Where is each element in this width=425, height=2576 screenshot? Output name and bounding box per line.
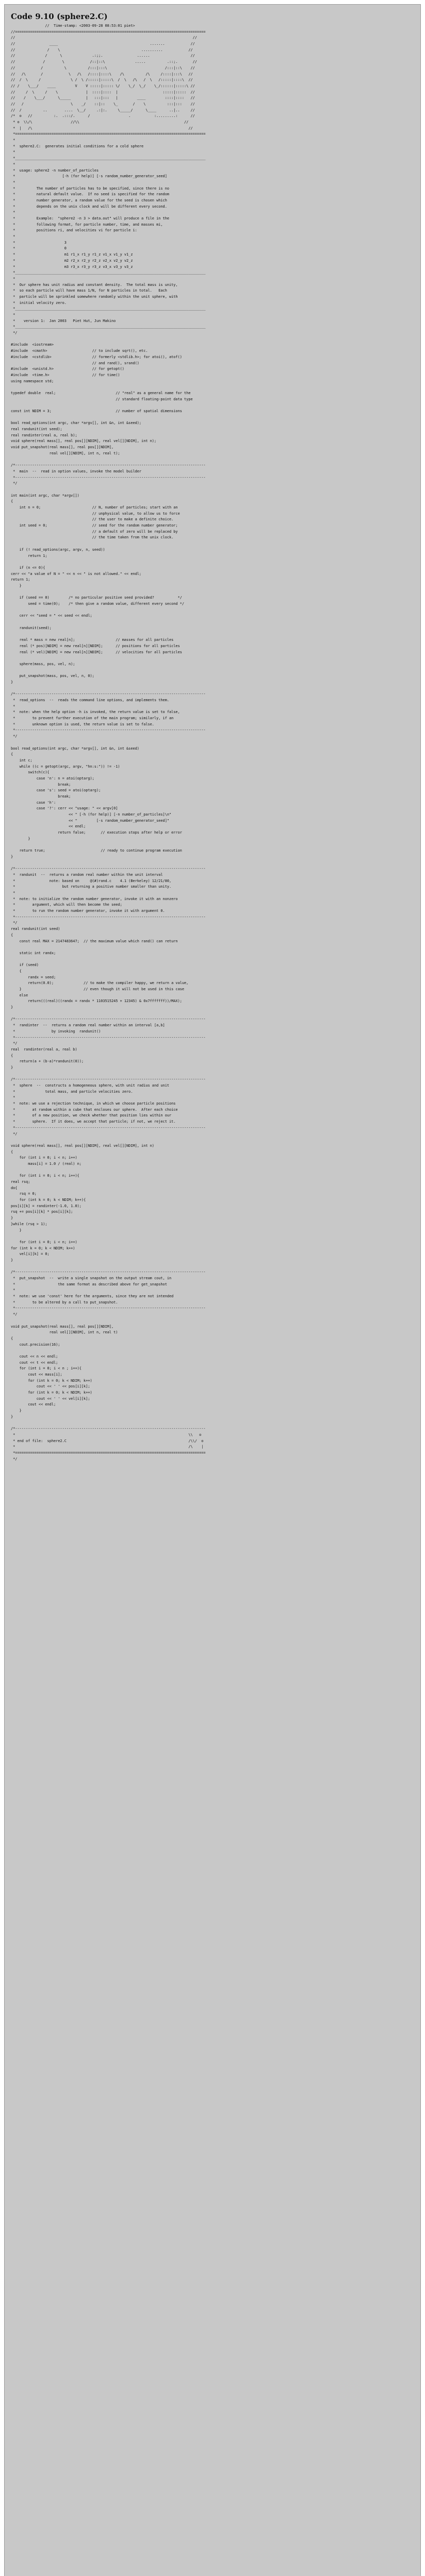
- code-line: mass[i] = 1.0 / (real) n;: [11, 1161, 81, 1166]
- code-line: // / \ .......... //: [11, 47, 193, 52]
- code-line: [11, 1137, 420, 1143]
- code-line: * the same format as described above for get_snapshot: [11, 1282, 167, 1286]
- code-line: #include <iostream>: [11, 343, 54, 347]
- code-line: {: [11, 1149, 13, 1154]
- code-line: * unknown option is used, the return value is set to false.: [11, 722, 154, 726]
- code-line: for (int i = 0; i < n; i++){: [11, 1174, 79, 1178]
- code-line: return(a + (b-a)*randunit(0));: [11, 1059, 84, 1064]
- code-line: *-----------------------------------------------------------------------------------------: [11, 728, 206, 733]
- code-line: [11, 842, 420, 849]
- code-line: [11, 944, 420, 951]
- code-line: */: [11, 1456, 18, 1461]
- code-line: *: [11, 138, 15, 143]
- code-line: [11, 384, 420, 391]
- code-line: [11, 655, 420, 662]
- code-line: *_________________________________________________________________________________________: [11, 307, 206, 311]
- code-line: randx = seed;: [11, 975, 56, 979]
- code-line: *: [11, 180, 15, 184]
- code-line: rsq = 0;: [11, 1192, 37, 1196]
- code-line: * The number of particles has to be specified, since there is no: [11, 186, 169, 191]
- code-line: cout << t << endl;: [11, 1360, 58, 1365]
- code-line: cout << ' ' << pos[i][k];: [11, 1384, 90, 1389]
- code-line: [11, 1071, 420, 1077]
- code-line: pos[i][k] = randinter(-1.0, 1.0);: [11, 1204, 81, 1208]
- code-line: for (int k = 0; k < NDIM; k++): [11, 1246, 75, 1250]
- code-line: * [-h (for help)] [-s random_number_generator_seed]: [11, 174, 167, 179]
- code-line: }: [11, 680, 13, 684]
- code-line: [11, 1420, 420, 1427]
- code-line: * \\ o: [11, 1432, 202, 1437]
- code-line: /*-----------------------------------------------------------------------------------------: [11, 867, 206, 871]
- code-line: [11, 860, 420, 867]
- code-line: {: [11, 1053, 13, 1058]
- code-line: // Time-stamp: <2003-09-28 08:53:01 piet>: [11, 24, 135, 28]
- code-line: case 'h':: [11, 800, 56, 805]
- code-line: [11, 402, 420, 409]
- code-line: * positions ri, and velocities vi for particle i:: [11, 228, 137, 233]
- code-line: * to prevent further execution of the main program; similarly, if an: [11, 716, 174, 721]
- code-line: cerr << "a value of N = " << n << " is not allowed." << endl;: [11, 571, 142, 576]
- code-line: {: [11, 933, 13, 937]
- code-line: }: [11, 836, 30, 841]
- code-line: * sphere -- constructs a homogeneous sphere, with unit radius and unit: [11, 1083, 169, 1088]
- code-line: switch(c){: [11, 770, 50, 775]
- code-line: #include <cmath> // to include sqrt(), etc.: [11, 349, 148, 353]
- code-line: case '?': cerr << "usage: " << argv[0]: [11, 806, 118, 811]
- code-line: if (! read_options(argc, argv, n, seed)): [11, 547, 105, 552]
- code-line: */: [11, 1131, 18, 1136]
- code-line: const real MAX = 2147483647; // the maximum value which rand() can return: [11, 939, 178, 943]
- code-line: cout << n << endl;: [11, 1354, 58, 1359]
- code-line: bool read_options(int argc, char *argv[], int &n, int &seed);: [11, 421, 142, 426]
- code-line: const int NDIM = 3; // number of spatial dimensions: [11, 409, 182, 413]
- code-line: * note: we use 'const' here for the arguments, since they are not intended: [11, 1294, 174, 1299]
- code-line: // / \ /::|::\ ..... .::;. //: [11, 60, 197, 64]
- code-line: cout.precision(16);: [11, 1342, 60, 1347]
- code-line: put_snapshot(mass, pos, vel, n, 0);: [11, 674, 94, 679]
- code-line: real (* vel)[NDIM] = new real[n][NDIM]; // velocities for all particles: [11, 650, 182, 654]
- code-line: << endl;: [11, 824, 86, 829]
- code-line: * to run the random number generator, invoke it with argument 0.: [11, 909, 165, 913]
- code-line: static int randx;: [11, 951, 56, 955]
- code-line: *: [11, 891, 15, 895]
- code-line: /*-----------------------------------------------------------------------------------------: [11, 1427, 206, 1431]
- code-line: * natural default value. If no seed is specified for the random: [11, 192, 169, 197]
- code-line: real (* pos)[NDIM] = new real[n][NDIM]; // positions for all particles: [11, 643, 180, 648]
- code-line: /*-----------------------------------------------------------------------------------------: [11, 1270, 206, 1275]
- code-line: [11, 631, 420, 637]
- code-line: return(((real)((randx = randx * 1103515245 + 12345) & 0x7fffffff))/MAX);: [11, 999, 182, 1004]
- code-line: [11, 336, 420, 343]
- code-line: #include <cstdlib> // formerly <stdlib.h>; for atoi(), atof(): [11, 354, 182, 359]
- code-line: * 3: [11, 240, 67, 245]
- code-line: for (int i = 0; i < n; i++): [11, 1240, 77, 1244]
- code-line: * put_snapshot -- write a single snapshot on the output stream cout, in: [11, 1276, 172, 1280]
- code-line: for (int i = 0; i < n ; i++){: [11, 1366, 81, 1371]
- code-line: cout << ' ' << vel[i][k];: [11, 1396, 90, 1401]
- code-line: *: [11, 1095, 15, 1100]
- code-line: * argument, which will then become the seed;: [11, 903, 122, 907]
- code-line: * note: we use a rejection technique, in which we choose particle positions: [11, 1101, 176, 1106]
- code-line: * Example: "sphere2 -n 3 > data.out" will produce a file in the: [11, 216, 169, 221]
- code-line: real randinter(real a, real b): [11, 1047, 77, 1052]
- code-line: randunit(seed);: [11, 625, 52, 630]
- code-line: */: [11, 331, 18, 335]
- code-line: for (int k = 0; k < NDIM; k++){: [11, 1198, 86, 1202]
- code-line: #include <unistd.h> // for getopt(): [11, 367, 124, 371]
- code-line: * Our sphere has unit radius and constant density. The total mass is unity,: [11, 282, 178, 287]
- code-line: for (int i = 0; i < n; i++): [11, 1156, 77, 1160]
- code-line: [11, 457, 420, 463]
- code-line: *_________________________________________________________________________________________: [11, 325, 206, 329]
- code-line: * m1 r1_x r1_y r1_z v1_x v1_y v1_z: [11, 252, 133, 257]
- code-line: /*-----------------------------------------------------------------------------------------: [11, 1017, 206, 1022]
- code-line: bool read_options(int argc, char *argv[], int &n, int &seed): [11, 746, 139, 751]
- code-line: case 's': seed = atoi(optarg);: [11, 788, 101, 793]
- code-line: #include <time.h> // for time(): [11, 372, 120, 377]
- code-line: * initial velocity zero.: [11, 300, 67, 305]
- code-line: }: [11, 1258, 13, 1262]
- code-line: *: [11, 150, 15, 155]
- code-line: [11, 541, 420, 547]
- code-line: return 1;: [11, 553, 47, 558]
- code-line: // / \___/ \_____ | :::|::: | ____ ::::|:::: //: [11, 96, 195, 100]
- code-line: } // even though it will not be used in this case: [11, 987, 185, 991]
- code-line: if (seed == 0) /* no particular positive seed provided? */: [11, 596, 182, 600]
- code-line: * sphere. If it does, we accept that particle; if not, we reject it.: [11, 1120, 176, 1124]
- code-line: * depends on the unix clock and will be different every second.: [11, 204, 167, 209]
- code-line: if (seed): [11, 963, 39, 968]
- code-line: // standard floating-point data type: [11, 397, 193, 401]
- code-line: // and rand(), srand(): [11, 361, 139, 365]
- code-line: */: [11, 1312, 18, 1317]
- code-line: break;: [11, 794, 71, 799]
- code-line: *-----------------------------------------------------------------------------------------: [11, 914, 206, 919]
- code-line: [11, 559, 420, 565]
- code-line: * note: to initialize the random number generator, invoke it with an nonzero: [11, 896, 178, 901]
- code-line: }: [11, 1065, 13, 1070]
- code-line: *: [11, 234, 15, 239]
- code-line: *: [11, 210, 15, 215]
- code-line: real * mass = new real[n]; // masses for all particles: [11, 638, 174, 642]
- code-line: */: [11, 921, 18, 925]
- code-line: /* o // :. .:::/. / . :.........: //: [11, 114, 195, 118]
- code-line: // / \ /:::|:::\ /:::|::\ //: [11, 65, 195, 70]
- code-line: [11, 1167, 420, 1174]
- code-line: // / \ / \ / \ /:::::|:::::\ / \ /\ / \ /:::::|::::\ //: [11, 78, 193, 82]
- code-line: * read_options -- reads the command line options, and implements them.: [11, 698, 169, 702]
- code-line: //=========================================================================================: [11, 29, 206, 34]
- code-line: do{: [11, 1185, 18, 1190]
- code-line: * randinter -- returns a random real number within an interval [a,b]: [11, 1023, 165, 1028]
- code-line: *=========================================================================================: [11, 132, 206, 137]
- code-line: *: [11, 276, 15, 281]
- code-line: while ((c = getopt(argc, argv, "hn:s:")) != -1): [11, 764, 120, 769]
- code-line: cout << endl;: [11, 1402, 56, 1407]
- code-line: * following format, for particle number, time, and masses mi,: [11, 222, 163, 227]
- code-line: * /\ |: [11, 1445, 204, 1449]
- code-line: *: [11, 162, 15, 166]
- code-line: for (int k = 0; k < NDIM; k++): [11, 1378, 92, 1383]
- code-line: cerr << "seed = " << seed << endl;: [11, 614, 92, 618]
- code-line: if (n <= 0){: [11, 565, 45, 570]
- code-title: Code 9.10 (sphere2.C): [11, 12, 108, 21]
- code-line: // unphysical value, to allow us to force: [11, 511, 180, 516]
- code-line: // the user to make a definite choice.: [11, 517, 174, 522]
- code-line: real rsq;: [11, 1180, 30, 1184]
- code-line: *-----------------------------------------------------------------------------------------: [11, 1306, 206, 1311]
- code-line: *-----------------------------------------------------------------------------------------: [11, 475, 206, 480]
- code-line: [11, 1264, 420, 1270]
- code-line: * by invoking randunit(): [11, 1029, 101, 1033]
- code-line: [11, 686, 420, 692]
- code-line: return(0.0); // to make the compiler happy, we return a value,: [11, 981, 189, 986]
- code-line: typedef double real; // "real" as a general name for the: [11, 391, 191, 395]
- code-line: * 0: [11, 246, 67, 251]
- code-line: // / \ / \ | ::::|:::: | :::::|::::: //: [11, 90, 195, 94]
- code-line: * note: based on @(#)rand.c 4.1 (Berkeley) 12/21/80,: [11, 878, 172, 883]
- code-line: */: [11, 481, 18, 486]
- code-line: [11, 668, 420, 674]
- code-line: return false; // execution stops after help or error: [11, 831, 182, 835]
- code-line: // / \ .:;;. ...... //: [11, 54, 195, 58]
- code-line: seed = time(0); /* then give a random value, different every second */: [11, 602, 185, 606]
- code-line: */: [11, 734, 18, 739]
- code-line: [11, 1011, 420, 1017]
- code-line: else: [11, 993, 28, 997]
- code-line: // ____ ....... //: [11, 42, 195, 46]
- code-line: [11, 1348, 420, 1354]
- code-line: * particle will be sprinkled somewhere randomly within the unit sphere, with: [11, 294, 178, 299]
- code-line: * randunit -- returns a random real number within the unit interval: [11, 872, 163, 877]
- code-line: *_________________________________________________________________________________________: [11, 270, 206, 275]
- code-line: [11, 589, 420, 596]
- code-line: *: [11, 1288, 15, 1293]
- code-line: sphere(mass, pos, vel, n);: [11, 662, 75, 666]
- code-line: /*-----------------------------------------------------------------------------------------: [11, 463, 206, 468]
- code-line: */: [11, 1041, 18, 1046]
- code-line: void put_snapshot(real mass[], real pos[][NDIM],: [11, 445, 114, 450]
- code-line: {: [11, 752, 13, 757]
- code-line: real randunit(int seed): [11, 927, 60, 931]
- code-line: rsq += pos[i][k] * pos[i][k];: [11, 1210, 73, 1214]
- code-line: }: [11, 1414, 13, 1419]
- code-line: int n = 0; // N, number of particles; start with an: [11, 505, 178, 510]
- code-line: {: [11, 499, 13, 504]
- code-line: /*-----------------------------------------------------------------------------------------: [11, 1077, 206, 1082]
- code-line: [11, 1318, 420, 1324]
- code-line: [11, 957, 420, 963]
- code-line: // a default of zero will be replaced by: [11, 529, 178, 534]
- code-line: * but returning a positive number smaller than unity.: [11, 885, 172, 889]
- code-line: vel[i][k] = 0;: [11, 1252, 50, 1257]
- code-line: *-----------------------------------------------------------------------------------------: [11, 1035, 206, 1040]
- code-line: * at random within a cube that encloses our sphere. After each choice: [11, 1107, 178, 1112]
- code-line: return 1;: [11, 578, 30, 582]
- code-line: *: [11, 313, 15, 317]
- code-line: }while (rsq > 1);: [11, 1222, 47, 1226]
- code-line: // /\ / \ /\ /::::|::::\ /\ /\ /::::|:::\ //: [11, 72, 193, 76]
- code-line: }: [11, 583, 22, 588]
- code-line: }: [11, 1228, 22, 1232]
- code-line: break;: [11, 782, 71, 787]
- code-line: [11, 619, 420, 625]
- code-line: real randunit(int seed);: [11, 427, 62, 432]
- code-line: * m3 r3_x r3_y r3_z v3_x v3_y v3_z: [11, 264, 133, 269]
- code-line: * number generator, a random value for the seed is chosen which: [11, 198, 167, 202]
- code-line: }: [11, 1216, 13, 1221]
- code-line: // / .. .... \__/ .:|:. \_____/ \____ ..|.. //: [11, 108, 195, 112]
- code-line: // / \___/ ____ V V :::::|::::: \/ \_/ \_/ \_/::::::|:::::\ //: [11, 83, 195, 88]
- code-line: [11, 740, 420, 746]
- code-line: int c;: [11, 758, 32, 762]
- code-line: real vel[][NDIM], int n, real t);: [11, 451, 120, 455]
- code-line: *=========================================================================================: [11, 1450, 206, 1455]
- code-line: * of a new position, we check whether that position lies within our: [11, 1113, 172, 1118]
- code-line: using namespace std;: [11, 379, 54, 383]
- code-line: * end of file: sphere2.C /\\/ o: [11, 1438, 204, 1443]
- code-line: return true; // ready to continue program execution: [11, 849, 182, 853]
- code-line: }: [11, 1409, 22, 1413]
- code-listing: [11, 23, 420, 1462]
- code-line: void put_snapshot(real mass[], real pos[][NDIM],: [11, 1324, 114, 1329]
- code-line: << " [-s random_number_generator_seed]": [11, 818, 169, 823]
- code-line: * so each particle will have mass 1/N, for N particles in total. Each: [11, 289, 167, 293]
- code-line: real randinter(real a, real b);: [11, 433, 77, 437]
- code-line: * m2 r2_x r2_y r2_z v2_x v2_y v2_z: [11, 258, 133, 263]
- code-line: * note: when the help option -h is invoked, the return value is set to false,: [11, 710, 180, 715]
- code-line: *: [11, 704, 15, 708]
- code-line: * main -- read in option values, invoke the model builder: [11, 469, 142, 473]
- code-line: * o \\/\ //\\ //: [11, 120, 189, 124]
- code-line: [11, 415, 420, 421]
- code-line: real vel[][NDIM], int n, real t): [11, 1330, 118, 1335]
- code-line: // the time taken from the unix clock.: [11, 535, 174, 540]
- code-line: void sphere(real mass[], real pos[][NDIM], real vel[][NDIM], int n);: [11, 439, 157, 444]
- code-line: [11, 487, 420, 493]
- code-line: {: [11, 1336, 13, 1341]
- code-line: cout << mass[i];: [11, 1372, 62, 1377]
- code-line: * to be altered by a call to put_snapshot.: [11, 1300, 118, 1304]
- code-line: << " [-h (for help)] [-n number_of_particles]\n": [11, 812, 172, 817]
- code-line: int seed = 0; // seed for the random number generator;: [11, 523, 178, 528]
- code-line: * usage: sphere2 -n number_of_particles: [11, 168, 99, 173]
- code-line: {: [11, 969, 22, 973]
- code-line: [11, 1233, 420, 1240]
- code-line: [11, 607, 420, 614]
- code-line: // //: [11, 36, 197, 40]
- page: [4, 4, 421, 2576]
- code-line: /*-----------------------------------------------------------------------------------------: [11, 692, 206, 697]
- code-line: for (int k = 0; k < NDIM; k++): [11, 1391, 92, 1395]
- code-line: * | /\ //: [11, 126, 193, 130]
- code-line: * sphere2.C: generates initial conditions for a cold sphere: [11, 144, 144, 148]
- code-line: *_________________________________________________________________________________________: [11, 156, 206, 161]
- code-line: void sphere(real mass[], real pos[][NDIM], real vel[][NDIM], int n): [11, 1143, 154, 1148]
- code-line: }: [11, 854, 13, 859]
- code-line: * total mass, and particle velocities zero.: [11, 1089, 133, 1094]
- code-line: * version 1: Jan 2003 Piet Hut, Jun Makino: [11, 318, 116, 323]
- code-line: case 'n': n = atoi(optarg);: [11, 776, 94, 781]
- code-line: int main(int argc, char *argv[]): [11, 493, 79, 498]
- code-line: // / \ _/ ::|:: \_ / \ :::|::: //: [11, 101, 195, 106]
- code-line: *-----------------------------------------------------------------------------------------: [11, 1125, 206, 1130]
- code-line: }: [11, 1005, 13, 1010]
